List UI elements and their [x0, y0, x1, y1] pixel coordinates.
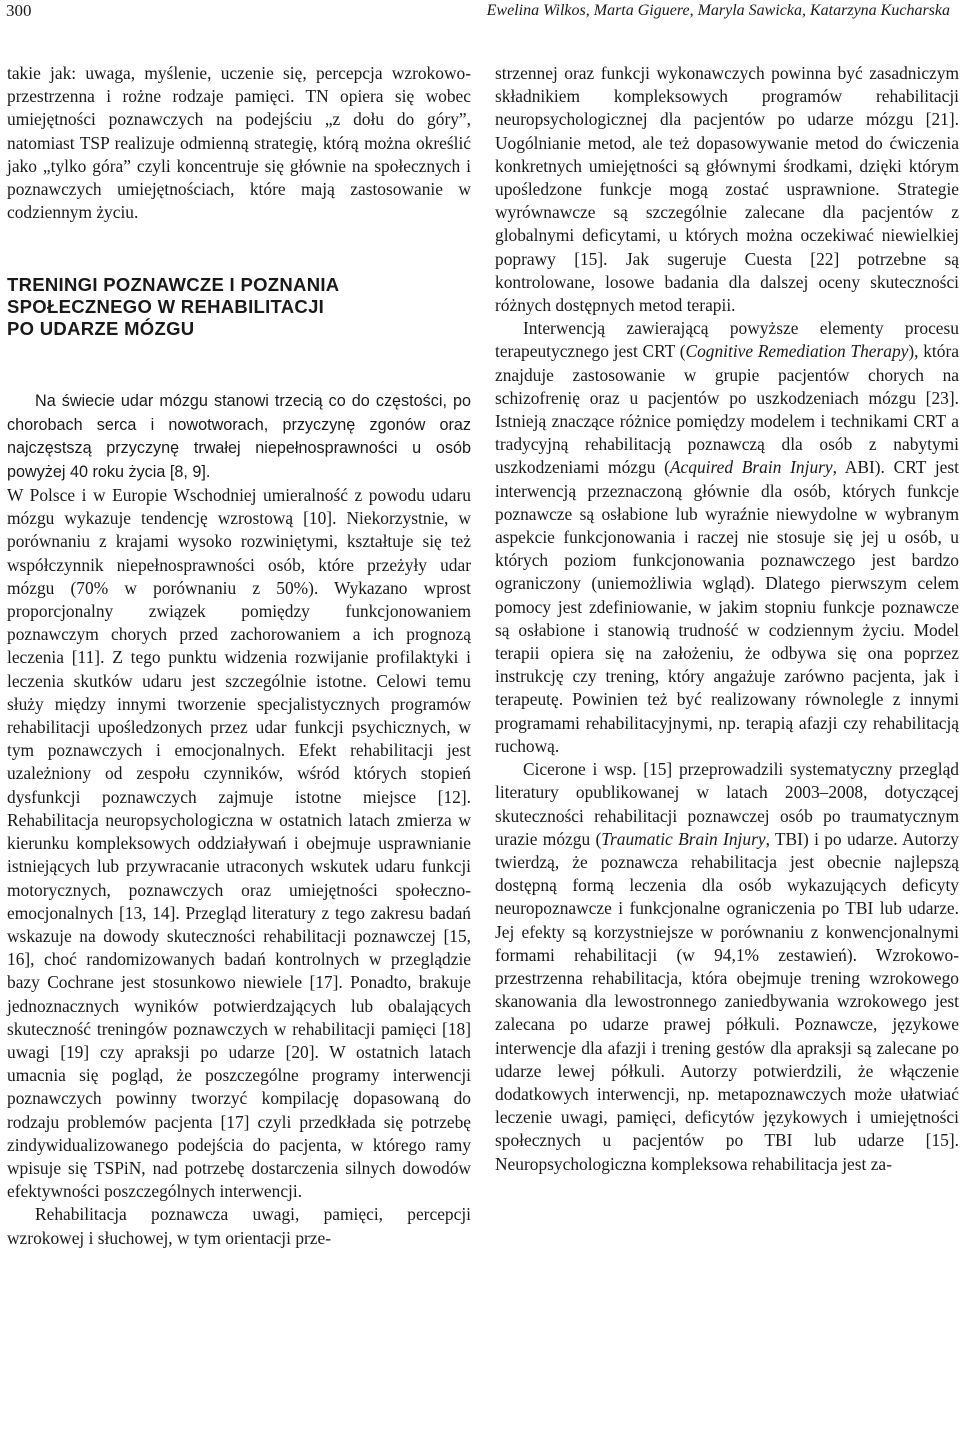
right-paragraph-3 [495, 758, 959, 1176]
page-header [0, 0, 960, 30]
page-number: 300 [6, 1, 32, 20]
last-paragraph: Rehabilitacja poznawcza uwagi, pamięci, percepcji wzrokowej i słuchowej, w tym orientacji prze- [7, 1204, 471, 1248]
crt-italic: Cognitive Remediation Therapy [685, 341, 909, 362]
crt-text-a: Interwencją zawierającą powyższe elementy procesu terapeutycznego jest CRT ( [495, 318, 959, 362]
crt-text-c: , ABI). CRT jest interwencją przeznaczoną głównie dla osób, których funkcje poznawcze są osłabione lub wyraźnie niewydolne w wybranym aspekcie funkcjonowania i raczej nie stosuje się jej u osób, u których poziom funkcjonowania poznawczego jest bardzo ograniczony (uniemożliwia wgląd). Dlatego pierwszym celem pomocy jest zdefiniowanie, w jakim stopniu funkcje poznawcze są osłabione i stanowią trudność w codziennym życiu. Model terapii opiera się na założeniu, że odbywa się ona poprzez instrukcję czy trening, który angażuje zarówno pacjenta, jak i terapeutę. Powinien też być realizowany równolegle z innymi programami rehabilitacyjnymi, np. terapią afazji czy rehabilitacją ruchową. [495, 457, 959, 756]
right-column [495, 62, 959, 1176]
cicerone-text-a: Cicerone i wsp. [15] przeprowadzili systematyczny przegląd literatury opublikowanej w latach 2003–2008, dotyczącej skuteczności rehabilitacji poznawczej osób po traumatycznym urazie mózgu ( [495, 759, 959, 849]
section-heading [7, 274, 471, 340]
right-paragraph-2 [495, 317, 959, 758]
body-paragraph: W Polsce i w Europie Wschodniej umieralność z powodu udaru mózgu wykazuje tendencję wzrostową [10]. Niekorzystnie, w porównaniu z krajami wysoko rozwiniętymi, kształtuje się też współczynnik niepełnosprawności osób, które przeżyły udar mózgu (70% w porównaniu z 50%). Wykazano wprost proporcjonalny związek pomiędzy funkcjonowaniem poznawczym chorych przed zachorowaniem a ich prognozą leczenia [11]. Z tego punktu widzenia rozwijanie profilaktyki i leczenia skutków udaru jest szczególnie istotne. Celowi temu służy między innymi tworzenie specjalistycznych programów rehabilitacji upośledzonych przez udar funkcji psychicznych, w tym poznawczych i emocjonalnych. Efekt rehabilitacji jest uzależniony od zespołu czynników, wśród których stopień dysfunkcji poznawczych zajmuje istotne miejsce [12]. Rehabilitacja neuropsychologiczna w ostatnich latach zmierza w kierunku kompleksowych oddziaływań i obejmuje usprawnianie istniejących lub przywracanie utraconych wskutek udaru funkcji motorycznych, poznawczych oraz umiejętności społeczno-emocjonalnych [13, 14]. Przegląd literatury z tego zakresu badań wskazuje na dowody skuteczności rehabilitacji poznawczej [15, 16], choć randomizowanych badań kontrolnych w przeglądzie bazy Cochrane jest stosunkowo niewiele [17]. Ponadto, brakuje jednoznacznych wyników potwierdzających lub obalających skuteczność treningów poznawczych w rehabilitacji pamięci [18] uwagi [19] czy apraksji po udarze [20]. W ostatnich latach umacnia się pogląd, że poszczególne programy interwencji poznawczych powinny tworzyć kompilację dopasowaną do rodzaju problemów pacjenta [17] czyli przedkłada się potrzebę zindywidualizowanego podejścia do pacjenta, w którego ramy wpisuje się TSPiN, nad potrzebę dostarczenia silnych dowodów efektywności poszczególnych interwencji. [7, 485, 471, 1202]
left-column [7, 62, 471, 1250]
sans-paragraph: Na świecie udar mózgu stanowi trzecią co do częstości, po chorobach serca i nowotworach, przyczynę zgonów oraz najczęstszą przyczynę trwałej niepełnosprawności u osób powyżej 40 roku życia [8, 9]. [7, 392, 471, 481]
section-heading-line-2: SPOŁECZNEGO W REHABILITACJI [7, 296, 325, 318]
abi-italic: Acquired Brain Injury [669, 457, 833, 478]
cicerone-text-b: , TBI) i po udarze. Autorzy twierdzą, że poznawcza rehabilitacja jest obecnie najlepszą dostępną formą leczenia dla osób wykazujących deficyty neuropoznawcze i funkcjonalne ograniczenia po TBI lub udarze. Jej efekty są korzystniejsze w porównaniu z konwencjonalnymi formami rehabilitacji (w 94,1% zestawień). Wzrokowo-przestrzenna rehabilitacja, która obejmuje trening wzrokowego skanowania dla lewostronnego zaniedbywania wzrokowego jest zalecana po udarze prawej półkuli. Poznawcze, językowe interwencje dla afazji i trening gestów dla apraksji są zalecane po udarze lewej półkuli. Autorzy potwierdzili, że włączenie dodatkowych interwencji, np. metapoznawczych może ułatwiać leczenie uwagi, pamięci, deficytów językowych i umiejętności społecznych u pacjentów po TBI lub udarze [15]. Neuropsychologiczna kompleksowa rehabilitacja jest za- [495, 828, 959, 1174]
section-heading-line-1: TRENINGI POZNAWCZE I POZNANIA [7, 274, 340, 296]
right-paragraph-1: strzennej oraz funkcji wykonawczych powinna być zasadniczym składnikiem kompleksowych programów rehabilitacji neuropsychologicznej dla pacjentów po udarze mózgu [21]. Uogólnianie metod, ale też dopasowywanie metod do ćwiczenia konkretnych umiejętności są głównymi środkami, dzięki którym upośledzone funkcje mogą zostać usprawnione. Strategie wyrównawcze są szczególnie zalecane dla pacjentów z globalnymi deficytami, u których można oczekiwać niewielkiej poprawy [15]. Jak sugeruje Cuesta [22] potrzebne są kontrolowane, losowe badania dla dalszej oceny skuteczności różnych dostępnych metod terapii. [495, 63, 959, 316]
crt-text-b: ), która znajduje zastosowanie w grupie pacjentów chorych na schizofrenię oraz u pacjentów po uszkodzeniach mózgu [23]. Istnieją znaczące różnice pomiędzy modelem i technikami CRT a tradycyjną rehabilitacją poznawczą dla osób z nabytymi uszkodzeniami mózgu ( [495, 341, 959, 478]
intro-paragraph: takie jak: uwaga, myślenie, uczenie się, percepcja wzrokowo-przestrzenna i rożne rodzaje pamięci. TN opiera się wobec umiejętności poznawczych na podejściu „z dołu do góry”, natomiast TSP realizuje odmienną strategię, którą można określić jako „tylko góra” czyli koncentruje się głównie na społecznych i poznawczych umiejętnościach, które mają zastosowanie w codziennym życiu. [7, 63, 471, 223]
running-head-authors: Ewelina Wilkos, Marta Giguere, Maryla Sawicka, Katarzyna Kucharska [486, 2, 950, 19]
section-heading-line-3: PO UDARZE MÓZGU [7, 318, 195, 340]
tbi-italic: Traumatic Brain Injury [601, 828, 766, 849]
